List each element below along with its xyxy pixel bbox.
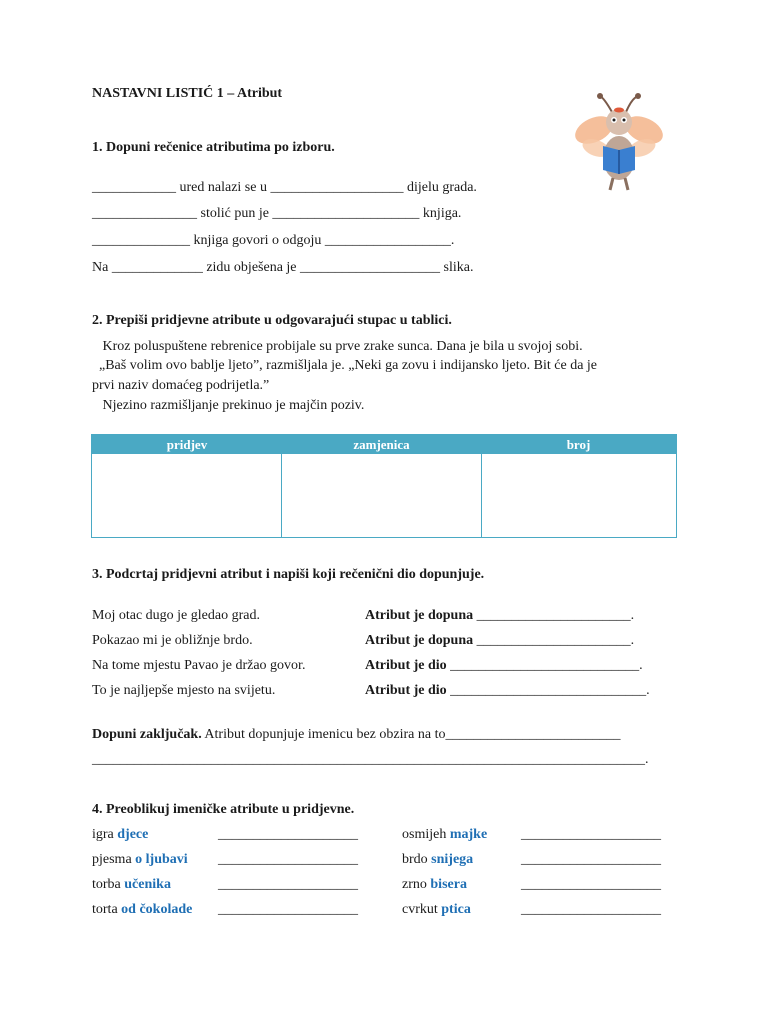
task1-line: _______________ stolić pun je _____________________ knjiga. xyxy=(92,206,462,221)
task2-text-line: „Baš volim ovo bablje ljeto”, razmišljala je. „Neki ga zovu i indijansko ljeto. Bit će da je xyxy=(92,358,598,373)
task3-prompt: Atribut je dopuna xyxy=(365,608,474,623)
page-title: NASTAVNI LISTIĆ 1 – Atribut xyxy=(92,86,283,101)
noun: zrno xyxy=(402,877,431,892)
noun: torba xyxy=(92,877,125,892)
task3-answer xyxy=(365,681,650,701)
conclusion-label: Dopuni zaključak. xyxy=(92,727,202,742)
task4-item xyxy=(402,850,473,870)
task1-heading: 1. Dopuni rečenice atributima po izboru. xyxy=(92,140,335,155)
noun: brdo xyxy=(402,852,432,867)
conclusion-text: Atribut dopunjuje imenicu bez obzira na to_________________________ xyxy=(201,727,621,742)
task3-sentence: To je najljepše mjesto na svijetu. xyxy=(92,683,276,698)
task3-sentence: Pokazao mi je obližnje brdo. xyxy=(92,633,253,648)
reading-bug-icon xyxy=(570,90,668,198)
task4-heading: 4. Preoblikuj imeničke atribute u pridjevne. xyxy=(92,802,355,817)
noun: cvrkut xyxy=(402,902,442,917)
noun-attribute: bisera xyxy=(430,877,467,892)
task3-prompt: Atribut je dio xyxy=(365,683,447,698)
noun-attribute: ptica xyxy=(441,902,471,917)
task4-item xyxy=(92,825,148,845)
task4-blank: ____________________ xyxy=(521,902,661,917)
noun: igra xyxy=(92,827,118,842)
noun: osmijeh xyxy=(402,827,450,842)
task3-answer xyxy=(365,656,643,676)
task4-item xyxy=(402,875,467,895)
task3-blank: ____________________________. xyxy=(446,683,650,698)
task4-blank: ____________________ xyxy=(218,852,358,867)
table-divider xyxy=(281,454,282,537)
task4-item xyxy=(92,875,171,895)
task2-text-line: Kroz poluspuštene rebrenice probijale su prve zrake sunca. Dana je bila u svojoj sobi. xyxy=(92,339,583,354)
noun: torta xyxy=(92,902,122,917)
task4-item xyxy=(402,825,487,845)
table-header-zamjenica: zamjenica xyxy=(353,437,410,452)
task2-heading: 2. Prepiši pridjevne atribute u odgovarajući stupac u tablici. xyxy=(92,313,452,328)
task4-blank: ____________________ xyxy=(218,877,358,892)
task4-blank: ____________________ xyxy=(521,852,661,867)
task1-line: ____________ ured nalazi se u ___________________ dijelu grada. xyxy=(92,180,477,195)
noun-attribute: učenika xyxy=(124,877,171,892)
attribute-table xyxy=(91,434,677,538)
table-header-broj: broj xyxy=(566,437,591,452)
table-header-pridjev: pridjev xyxy=(166,437,208,452)
task3-blank: ______________________. xyxy=(473,633,635,648)
noun-attribute: snijega xyxy=(431,852,474,867)
task2-text-line: Njezino razmišljanje prekinuo je majčin poziv. xyxy=(92,398,365,413)
noun-attribute: djece xyxy=(117,827,149,842)
task4-item xyxy=(92,850,188,870)
table-divider xyxy=(481,454,482,537)
conclusion xyxy=(92,725,620,745)
task3-blank: ___________________________. xyxy=(446,658,643,673)
noun-attribute: majke xyxy=(449,827,488,842)
task3-sentence: Moj otac dugo je gledao grad. xyxy=(92,608,260,623)
task1-line: ______________ knjiga govori o odgoju __________________. xyxy=(92,233,455,248)
task3-prompt: Atribut je dio xyxy=(365,658,447,673)
task4-blank: ____________________ xyxy=(521,877,661,892)
task4-blank: ____________________ xyxy=(218,827,358,842)
table-header-row xyxy=(92,435,676,454)
task4-blank: ____________________ xyxy=(521,827,661,842)
task2-text-line: prvi naziv domaćeg podrijetla.” xyxy=(92,378,270,393)
task4-item xyxy=(92,900,192,920)
task4-blank: ____________________ xyxy=(218,902,358,917)
noun-attribute: o ljubavi xyxy=(135,852,188,867)
task3-prompt: Atribut je dopuna xyxy=(365,633,474,648)
noun: pjesma xyxy=(92,852,136,867)
task3-blank: ______________________. xyxy=(473,608,635,623)
task3-answer xyxy=(365,606,634,626)
task1-line: Na _____________ zidu obješena je ____________________ slika. xyxy=(92,260,474,275)
task3-answer xyxy=(365,631,634,651)
noun-attribute: od čokolade xyxy=(121,902,193,917)
task3-sentence: Na tome mjestu Pavao je držao govor. xyxy=(92,658,306,673)
task3-heading: 3. Podcrtaj pridjevni atribut i napiši koji rečenični dio dopunjuje. xyxy=(92,567,485,582)
conclusion-line: _______________________________________________________________________________. xyxy=(92,752,649,767)
task4-item xyxy=(402,900,471,920)
